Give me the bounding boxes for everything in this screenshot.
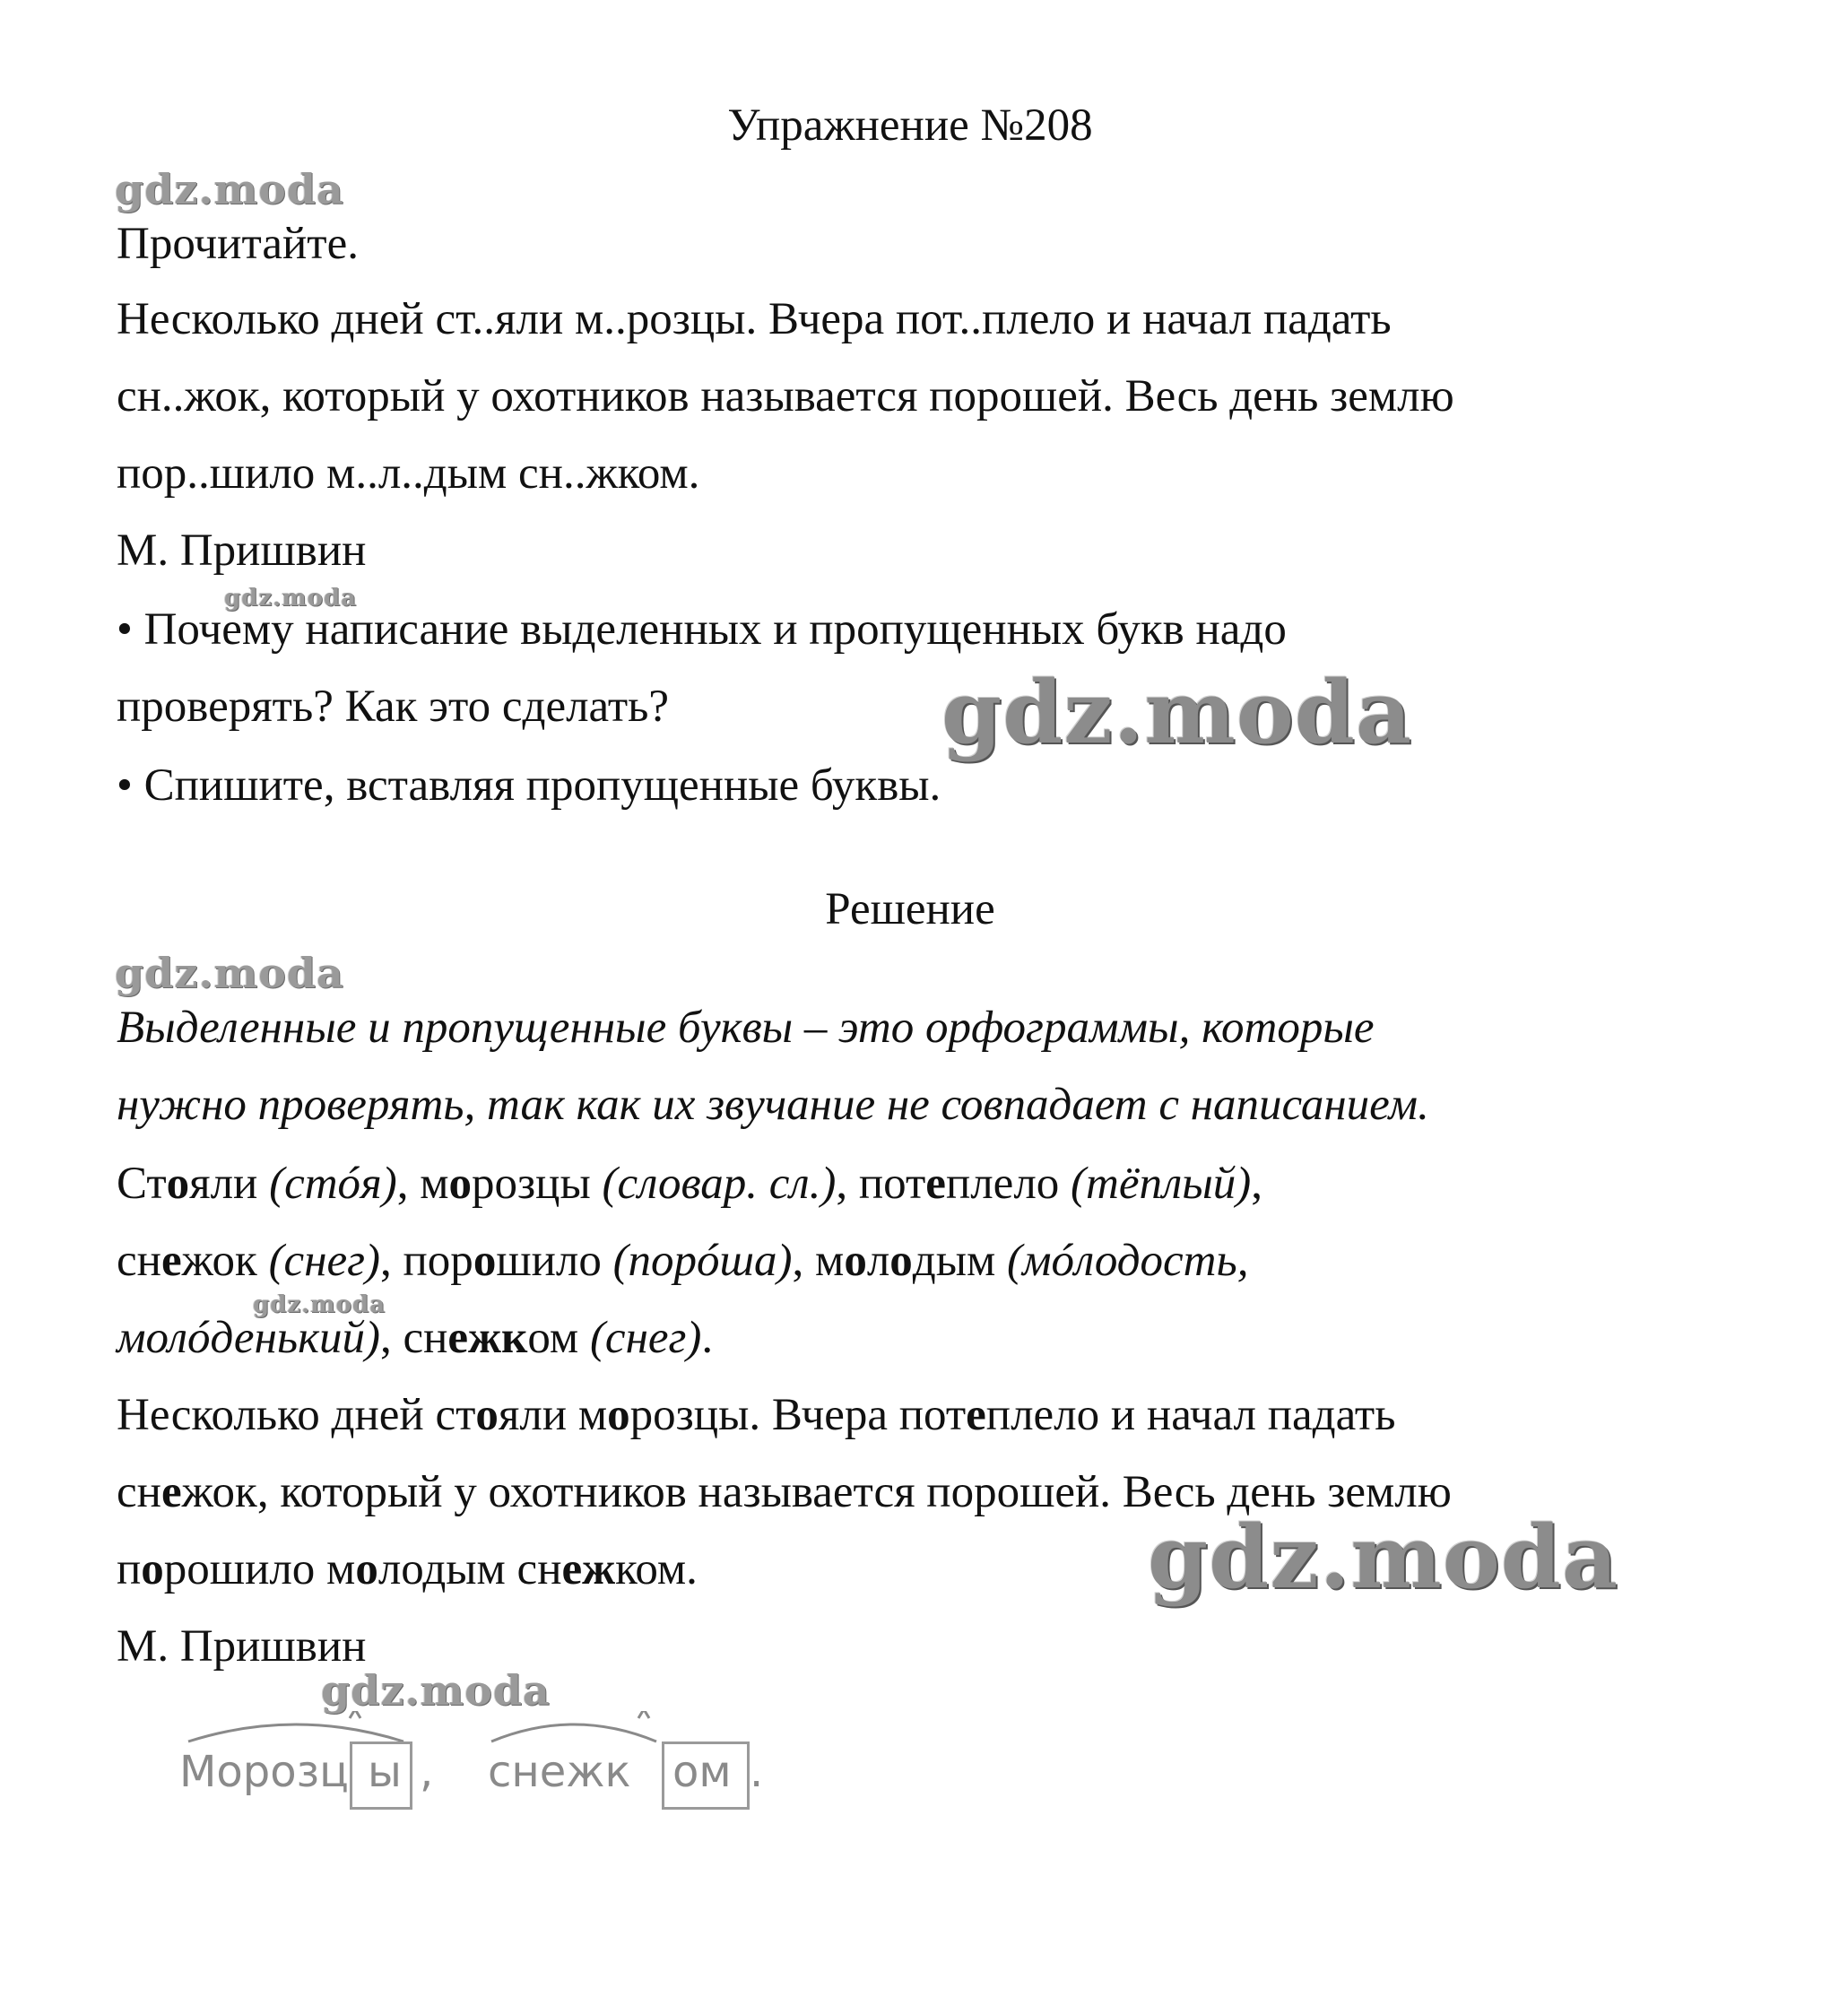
watermark: gdz.moda bbox=[321, 1666, 551, 1715]
scheme-word2-stem: снежк bbox=[488, 1747, 631, 1797]
watermark: gdz.moda bbox=[1148, 1507, 1619, 1608]
solution-text-line: Несколько дней стояли морозцы. Вчера потеплело и начал падать bbox=[117, 1390, 1396, 1440]
watermark: gdz.moda bbox=[115, 165, 344, 213]
check-words-line: молóденький), снежком (снег). bbox=[117, 1313, 714, 1363]
check-words-line: снежок (снег), порошило (порóша), молодым (мóлодость, bbox=[117, 1236, 1249, 1286]
root-arc-icon bbox=[484, 1711, 664, 1747]
task-question-line: • Почему написание выделенных и пропущенных букв надо bbox=[117, 604, 1287, 655]
solution-author: М. Пришвин bbox=[117, 1621, 367, 1672]
task-instruction: • Спишите, вставляя пропущенные буквы. bbox=[117, 760, 941, 811]
task-author: М. Пришвин bbox=[117, 525, 367, 576]
check-words-line: Стояли (стóя), морозцы (словар. сл.), потеплело (тёплый), bbox=[117, 1159, 1262, 1209]
task-text-line: сн..жок, который у охотников называется порошей. Весь день землю bbox=[117, 371, 1454, 421]
scheme-separator: , bbox=[420, 1747, 434, 1797]
watermark: gdz.moda bbox=[224, 585, 358, 612]
solution-text-line: порошило молодым снежком. bbox=[117, 1544, 698, 1594]
task-question-line: проверять? Как это сделать? bbox=[117, 682, 670, 732]
watermark: gdz.moda bbox=[941, 662, 1413, 763]
scheme-end: . bbox=[750, 1747, 764, 1797]
task-text-line: Несколько дней ст..яли м..розцы. Вчера пот..плело и начал падать bbox=[117, 294, 1392, 344]
scheme-word2-ending: ом bbox=[672, 1747, 732, 1797]
solution-text-line: снежок, который у охотников называется порошей. Весь день землю bbox=[117, 1467, 1452, 1517]
task-text-line: пор..шило м..л..дым сн..жком. bbox=[117, 448, 700, 499]
solution-heading: Решение bbox=[825, 884, 995, 934]
answer-line: нужно проверять, так как их звучание не совпадает с написанием. bbox=[117, 1080, 1429, 1130]
scheme-word1-stem: Морозц bbox=[179, 1747, 349, 1797]
answer-line: Выделенные и пропущенные буквы – это орфограммы, которые bbox=[117, 1003, 1375, 1053]
watermark: gdz.moda bbox=[115, 949, 344, 997]
scheme-word1-ending: ы bbox=[368, 1747, 402, 1797]
watermark: gdz.moda bbox=[253, 1291, 386, 1318]
task-intro: Прочитайте. bbox=[117, 219, 359, 269]
exercise-title: Упражнение №208 bbox=[727, 100, 1093, 151]
